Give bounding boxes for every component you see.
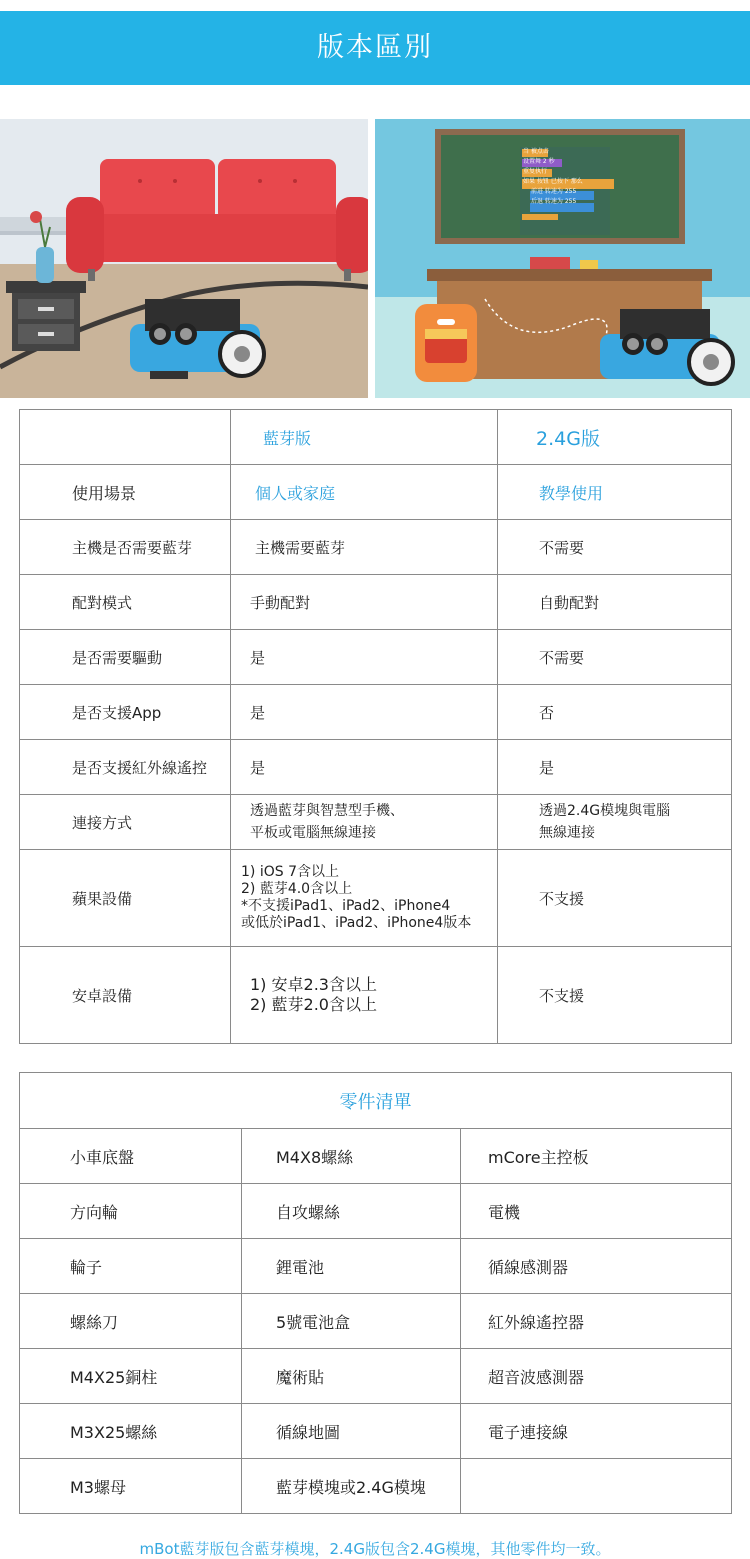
table-header-row bbox=[20, 410, 732, 465]
row-label: 安卓設備 bbox=[20, 947, 231, 1044]
g24-value: 不需要 bbox=[498, 630, 732, 685]
part-item: M4X8螺絲 bbox=[242, 1129, 461, 1184]
row-label: 主機是否需要藍芽 bbox=[20, 520, 231, 575]
table-row bbox=[20, 1184, 732, 1239]
value-line: 透過2.4G模塊與電腦 bbox=[539, 803, 671, 819]
table-row bbox=[20, 1294, 732, 1349]
code-line: 当 被点击 bbox=[523, 148, 549, 155]
table-row bbox=[20, 1239, 732, 1294]
part-item: 超音波感測器 bbox=[461, 1349, 732, 1404]
bluetooth-value bbox=[231, 850, 498, 947]
part-item: 方向輪 bbox=[20, 1184, 242, 1239]
bluetooth-value: 手動配對 bbox=[231, 575, 498, 630]
living-room-illustration bbox=[0, 119, 368, 398]
table-row bbox=[20, 740, 732, 795]
g24-value: 不支援 bbox=[498, 947, 732, 1044]
row-label: 使用場景 bbox=[20, 465, 231, 520]
page-banner bbox=[0, 11, 750, 85]
value-line: 2) 藍芽2.0含以上 bbox=[250, 995, 377, 1014]
header-blank-cell bbox=[20, 410, 231, 465]
table-row bbox=[20, 630, 732, 685]
g24-value: 否 bbox=[498, 685, 732, 740]
code-line: 如果 按钮 已按下 那么 bbox=[523, 178, 583, 185]
part-item: 紅外線遙控器 bbox=[461, 1294, 732, 1349]
g24-value: 不支援 bbox=[498, 850, 732, 947]
g24-value: 自動配對 bbox=[498, 575, 732, 630]
bluetooth-value bbox=[231, 947, 498, 1044]
value-line: 2) 藍芽4.0含以上 bbox=[241, 881, 353, 897]
code-line: 后退 转速为 255 bbox=[531, 198, 577, 205]
classroom-illustration bbox=[375, 119, 750, 398]
table-row bbox=[20, 1349, 732, 1404]
table-row bbox=[20, 1459, 732, 1514]
parts-list-table bbox=[19, 1072, 732, 1514]
value-line: *不支援iPad1、iPad2、iPhone4 bbox=[241, 898, 451, 914]
g24-value bbox=[498, 795, 732, 850]
bluetooth-value: 主機需要藍芽 bbox=[231, 520, 498, 575]
row-label: 連接方式 bbox=[20, 795, 231, 850]
row-label: 是否支援App bbox=[20, 685, 231, 740]
part-item: 自攻螺絲 bbox=[242, 1184, 461, 1239]
footnote: mBot藍芽版包含藍芽模塊，2.4G版包含2.4G模塊，其他零件均一致。 bbox=[139, 1540, 611, 1558]
parts-title-row bbox=[20, 1073, 732, 1129]
part-item: 藍芽模塊或2.4G模塊 bbox=[242, 1459, 461, 1514]
table-row bbox=[20, 520, 732, 575]
version-comparison-table bbox=[19, 409, 732, 1044]
table-row bbox=[20, 575, 732, 630]
g24-value: 教學使用 bbox=[498, 465, 732, 520]
table-row bbox=[20, 850, 732, 947]
row-label: 是否支援紅外線遙控 bbox=[20, 740, 231, 795]
header-2-4g: 2.4G版 bbox=[498, 410, 732, 465]
row-label: 蘋果設備 bbox=[20, 850, 231, 947]
part-item: 循線感測器 bbox=[461, 1239, 732, 1294]
part-item: 小車底盤 bbox=[20, 1129, 242, 1184]
part-item: 輪子 bbox=[20, 1239, 242, 1294]
part-item: 魔術貼 bbox=[242, 1349, 461, 1404]
chalkboard-code bbox=[523, 147, 623, 207]
value-line: 透過藍芽與智慧型手機、 bbox=[250, 803, 404, 819]
table-row bbox=[20, 685, 732, 740]
value-line: 1) iOS 7含以上 bbox=[241, 864, 339, 880]
part-item: M4X25銅柱 bbox=[20, 1349, 242, 1404]
part-item: 鋰電池 bbox=[242, 1239, 461, 1294]
part-item: 5號電池盒 bbox=[242, 1294, 461, 1349]
table-row bbox=[20, 465, 732, 520]
value-line: 或低於iPad1、iPad2、iPhone4版本 bbox=[241, 915, 472, 931]
bluetooth-value: 個人或家庭 bbox=[231, 465, 498, 520]
part-item: M3螺母 bbox=[20, 1459, 242, 1514]
table-row bbox=[20, 795, 732, 850]
value-line: 平板或電腦無線連接 bbox=[250, 825, 376, 841]
value-line: 1) 安卓2.3含以上 bbox=[250, 975, 377, 994]
part-item: 螺絲刀 bbox=[20, 1294, 242, 1349]
code-line: 设置舞 2 秒 bbox=[523, 158, 555, 165]
part-item: M3X25螺絲 bbox=[20, 1404, 242, 1459]
bluetooth-value bbox=[231, 795, 498, 850]
row-label: 配對模式 bbox=[20, 575, 231, 630]
bluetooth-value: 是 bbox=[231, 685, 498, 740]
part-item: 電子連接線 bbox=[461, 1404, 732, 1459]
code-line: 前进 转速为 255 bbox=[531, 188, 577, 195]
row-label: 是否需要驅動 bbox=[20, 630, 231, 685]
g24-value: 是 bbox=[498, 740, 732, 795]
part-item: 電機 bbox=[461, 1184, 732, 1239]
table-row bbox=[20, 1129, 732, 1184]
parts-title: 零件清單 bbox=[20, 1073, 732, 1129]
value-line: 無線連接 bbox=[539, 825, 595, 841]
table-row bbox=[20, 1404, 732, 1459]
bluetooth-value: 是 bbox=[231, 630, 498, 685]
header-bluetooth: 藍芽版 bbox=[231, 410, 498, 465]
banner-title: 版本區別 bbox=[317, 32, 433, 63]
code-line: 重复执行 bbox=[523, 168, 548, 175]
bluetooth-value: 是 bbox=[231, 740, 498, 795]
g24-value: 不需要 bbox=[498, 520, 732, 575]
table-row bbox=[20, 947, 732, 1044]
part-item: mCore主控板 bbox=[461, 1129, 732, 1184]
part-item bbox=[461, 1459, 732, 1514]
part-item: 循線地圖 bbox=[242, 1404, 461, 1459]
